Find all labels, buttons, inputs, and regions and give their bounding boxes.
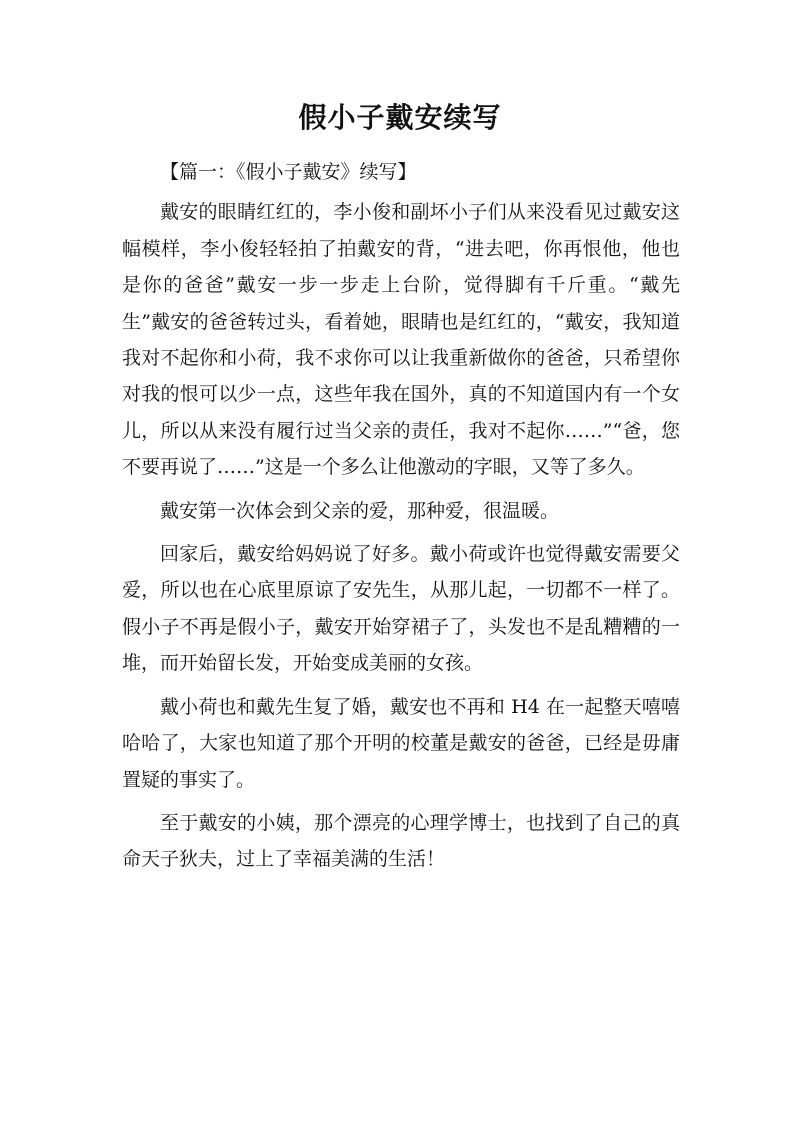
paragraph-4: 戴小荷也和戴先生复了婚，戴安也不再和 H4 在一起整天嘻嘻哈哈了，大家也知道了那个开明的校董是戴安的爸爸，已经是毋庸置疑的事实了。 bbox=[122, 695, 680, 791]
paragraph-3: 回家后，戴安给妈妈说了好多。戴小荷或许也觉得戴安需要父爱，所以也在心底里原谅了安先生，从那儿起，一切都不一样了。假小子不再是假小子，戴安开始穿裙子了，头发也不是乱糟糟的一堆，而开始留长发，开始变成美丽的女孩。 bbox=[122, 543, 680, 675]
paragraph-2: 戴安第一次体会到父亲的爱，那种爱，很温暖。 bbox=[160, 499, 560, 522]
section-heading: 【篇一：《假小子戴安》续写】 bbox=[160, 161, 417, 183]
paragraph-1: 戴安的眼睛红红的，李小俊和副坏小子们从来没看见过戴安这幅模样，李小俊轻轻拍了拍戴安的背，“进去吧，你再恨他，他也是你的爸爸”戴安一步一步走上台阶，觉得脚有千斤重。“戴先生”戴安的爸爸转过头，看着她，眼睛也是红红的，“戴安，我知道我对不起你和小荷，我不求你可以让我重新做你的爸爸，只希望你对我的恨可以少一点，这些年我在国外，真的不知道国内有一个女儿，所以从来没有履行过当父亲的责任，我对不起你……”“爸，您不要再说了……”这是一个多么让他激动的字眼，又等了多久。 bbox=[122, 201, 680, 479]
document-body bbox=[122, 154, 680, 885]
paragraph-5: 至于戴安的小姨，那个漂亮的心理学博士，也找到了自己的真命天子狄夫，过上了幸福美满的生活！ bbox=[122, 811, 680, 871]
document-title: 假小子戴安续写 bbox=[298, 101, 502, 134]
